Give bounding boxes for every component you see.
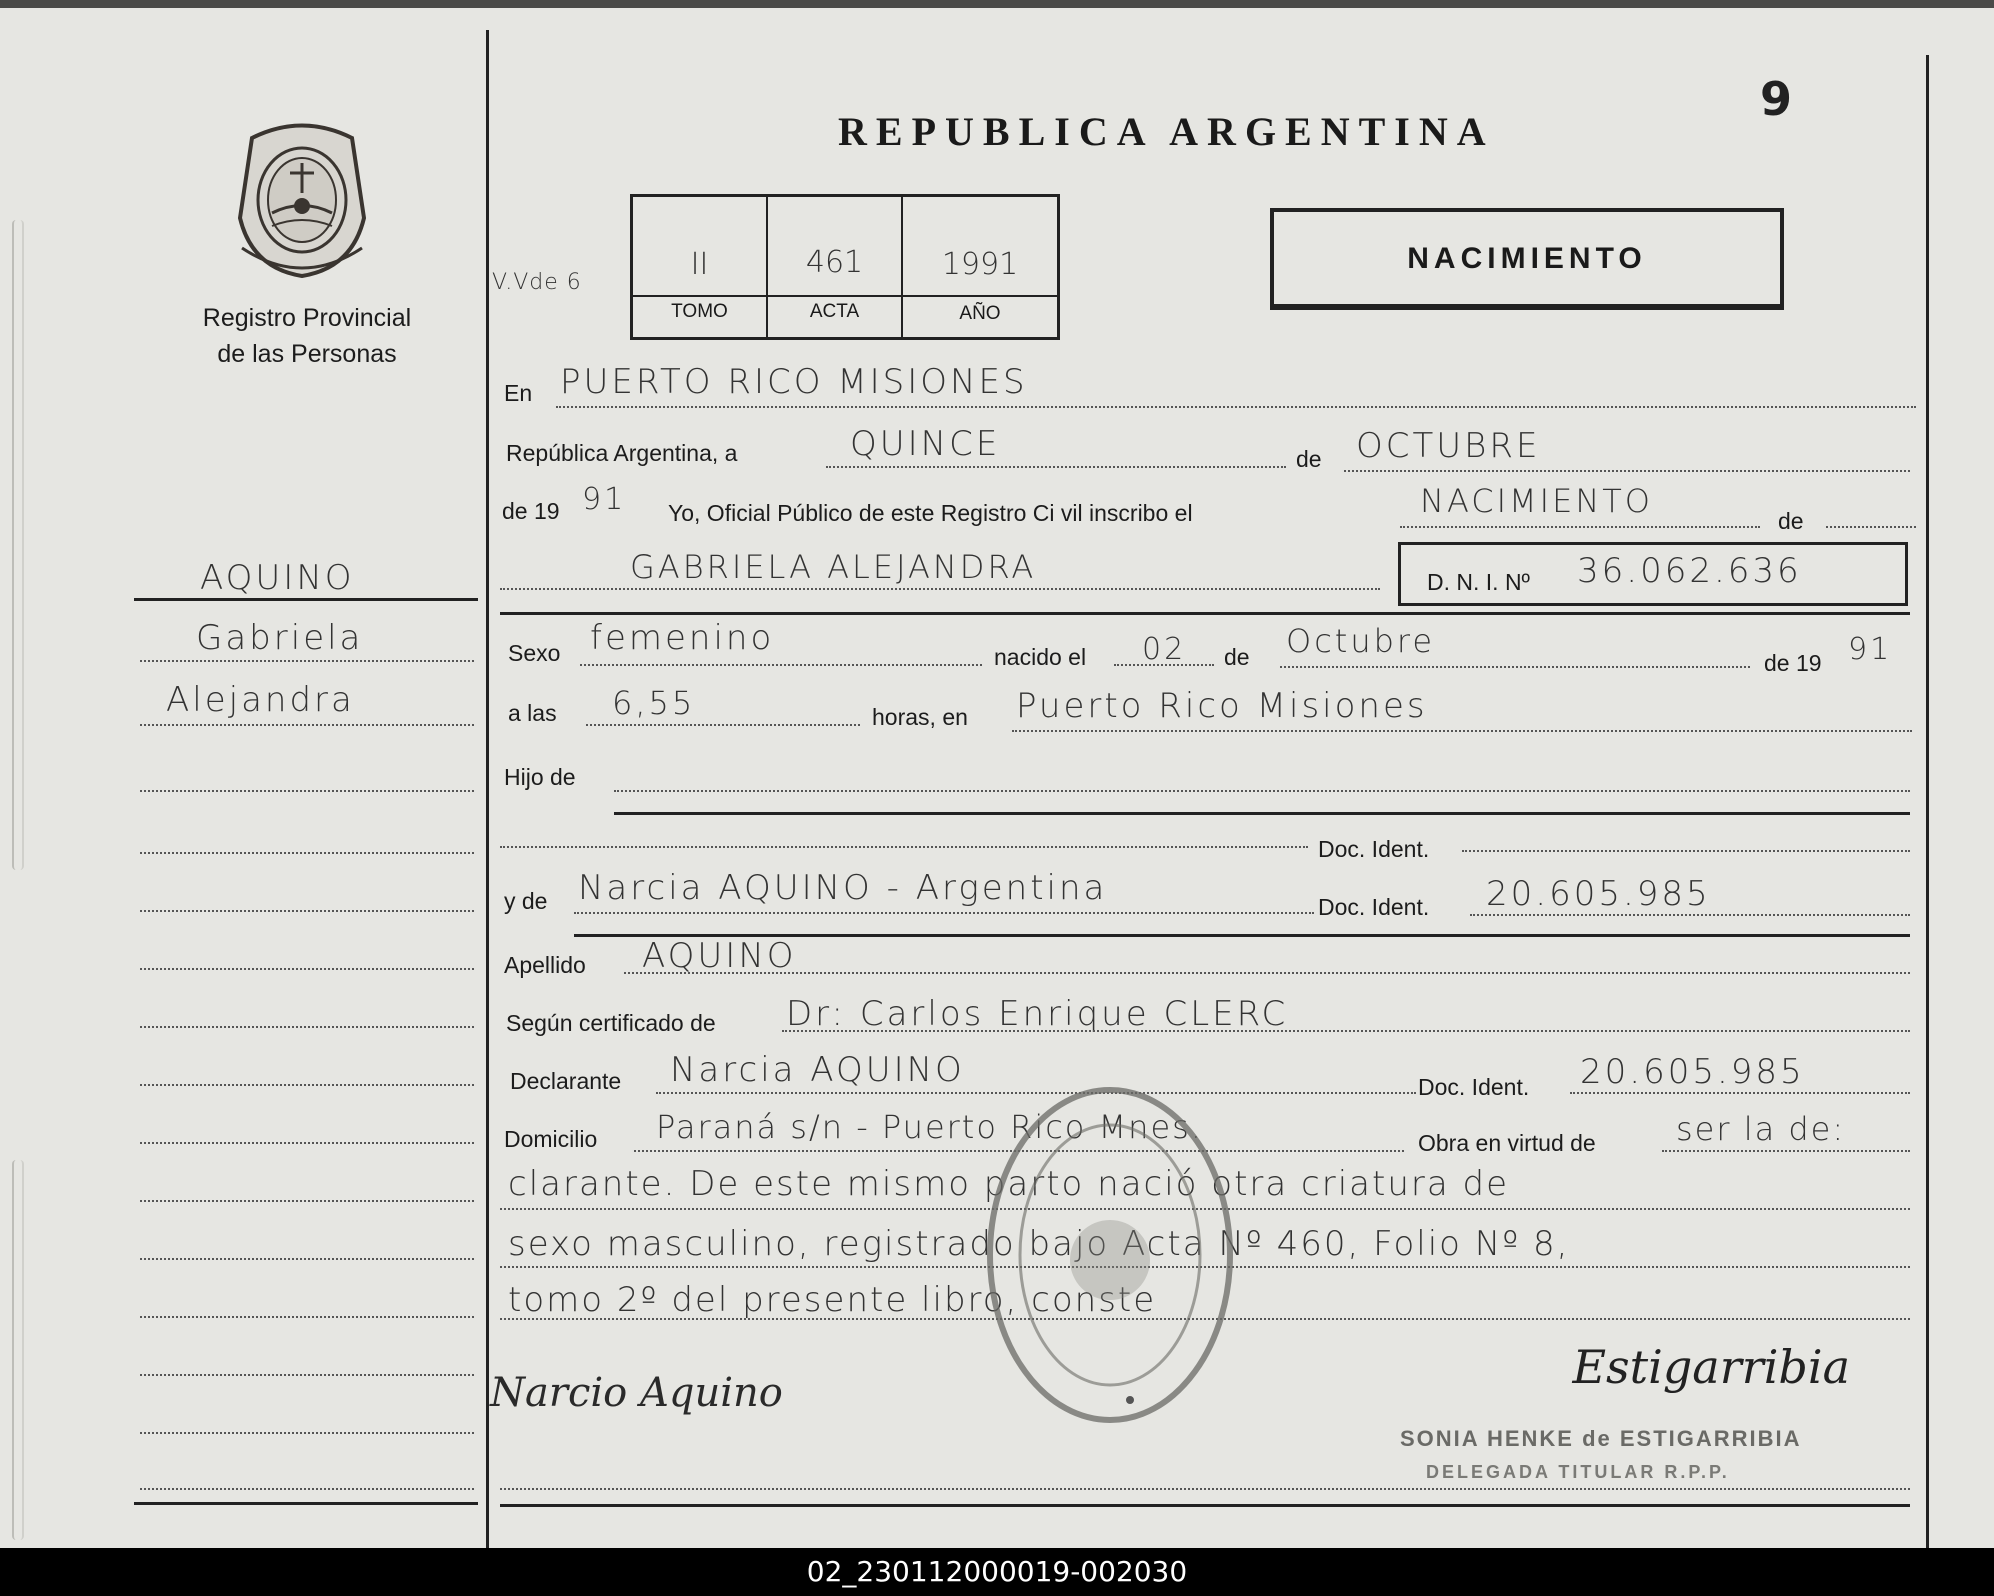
field-line — [1400, 526, 1760, 528]
day-words-value: QUINCE — [850, 424, 1001, 464]
y-de-label: y de — [504, 888, 548, 914]
margin-dotted-line — [140, 852, 474, 854]
field-line — [556, 406, 1916, 408]
margin-dotted-line — [140, 1084, 474, 1086]
field-line — [1114, 664, 1214, 666]
birth-year-suffix-value: 91 — [1848, 632, 1893, 667]
sexo-label: Sexo — [508, 640, 561, 666]
obra-label: Obra en virtud de — [1418, 1130, 1596, 1156]
margin-dotted-line — [140, 660, 474, 662]
record-type-box — [1270, 208, 1784, 310]
field-line — [624, 972, 1910, 974]
field-line — [1280, 666, 1750, 668]
a-las-label: a las — [508, 700, 557, 726]
certificado-value: Dr: Carlos Enrique CLERC — [786, 994, 1289, 1034]
margin-dotted-line — [140, 790, 474, 792]
field-line — [614, 790, 1910, 792]
birth-time-value: 6,55 — [612, 684, 696, 722]
top-edge — [0, 0, 1994, 8]
de-label: de — [1296, 446, 1322, 472]
obra-value: ser la de: — [1676, 1110, 1846, 1148]
place-value: PUERTO RICO MISIONES — [560, 362, 1028, 402]
nacido-label: nacido el — [994, 644, 1087, 670]
binding-fold — [12, 220, 24, 870]
image-caption: 02_230112000019-002030 — [0, 1548, 1994, 1596]
field-line — [586, 724, 860, 726]
margin-signature: Narcio Aquino — [490, 1370, 783, 1416]
section-rule — [500, 612, 1910, 615]
field-line — [1344, 470, 1910, 472]
margin-first-name: Gabriela — [196, 618, 364, 658]
official-name: SONIA HENKE de ESTIGARRIBIA — [1400, 1426, 1802, 1451]
field-line — [500, 1488, 1910, 1490]
mother-value: Narcia AQUINO - Argentina — [578, 868, 1108, 908]
declarante-label: Declarante — [510, 1068, 622, 1094]
de19-label: de 19 — [1764, 650, 1822, 676]
year-suffix-value: 91 — [582, 482, 627, 517]
field-line — [500, 588, 1380, 590]
section-rule — [614, 812, 1910, 815]
margin-dotted-line — [140, 1488, 474, 1490]
record-type: NACIMIENTO — [1407, 242, 1647, 275]
field-line — [1462, 850, 1910, 852]
page-right-border — [1926, 55, 1929, 1548]
margin-rule — [134, 1502, 478, 1505]
margin-middle-name: Alejandra — [166, 680, 355, 720]
binding-fold — [12, 1160, 24, 1540]
year-prefix-label: de 19 — [502, 498, 560, 524]
province-seal-icon — [232, 118, 372, 278]
certificado-label: Según certificado de — [506, 1010, 716, 1036]
official-title: DELEGADA TITULAR R.P.P. — [1426, 1462, 1730, 1482]
field-line — [1826, 526, 1916, 528]
acta-label: ACTA — [809, 301, 860, 322]
note-line-3: tomo 2º del presente libro, conste — [508, 1280, 1157, 1320]
birth-month-value: Octubre — [1286, 622, 1436, 660]
margin-dotted-line — [140, 1316, 474, 1318]
field-line — [826, 466, 1286, 468]
field-line — [782, 1030, 1910, 1032]
dni-value: 36.062.636 — [1577, 551, 1802, 591]
anio-label: AÑO — [959, 303, 1001, 324]
registry-name-line2: de las Personas — [217, 340, 397, 368]
page-number: 9 — [1760, 72, 1796, 126]
field-line — [1012, 730, 1912, 732]
doc-ident-label: Doc. Ident. — [1318, 894, 1430, 920]
field-line — [1662, 1150, 1910, 1152]
note-line-2: sexo masculino, registrado bajo Acta Nº 460, Folio Nº 8, — [508, 1224, 1570, 1264]
column-divider — [486, 30, 489, 1548]
declarante-value: Narcia AQUINO — [670, 1050, 965, 1090]
margin-dotted-line — [140, 1432, 474, 1434]
margin-dotted-line — [140, 1200, 474, 1202]
record-table — [630, 194, 1060, 340]
en-label: En — [504, 380, 533, 406]
dni-box — [1398, 542, 1908, 606]
margin-dotted-line — [140, 1142, 474, 1144]
hijo-label: Hijo de — [504, 764, 576, 790]
birth-place-value: Puerto Rico Misiones — [1016, 686, 1428, 726]
mother-doc-value: 20.605.985 — [1486, 874, 1711, 914]
republica-label: República Argentina, a — [506, 440, 738, 466]
apellido-label: Apellido — [504, 952, 586, 978]
horas-label: horas, en — [872, 704, 968, 730]
doc-ident-label: Doc. Ident. — [1418, 1074, 1530, 1100]
domicilio-value: Paraná s/n - Puerto Rico Mnes. — [656, 1108, 1203, 1146]
margin-dotted-line — [140, 1258, 474, 1260]
doc-ident-label: Doc. Ident. — [1318, 836, 1430, 862]
margin-dotted-line — [140, 1026, 474, 1028]
margin-surname: AQUINO — [200, 558, 355, 598]
official-signature: Estigarribia — [1572, 1340, 1850, 1394]
inscribe-type-value: NACIMIENTO — [1420, 482, 1653, 520]
dni-label: D. N. I. Nº — [1427, 569, 1530, 595]
apellido-value: AQUINO — [642, 936, 797, 976]
acta-value: 461 — [805, 245, 864, 280]
de-label: de — [1778, 508, 1804, 534]
field-line — [500, 846, 1308, 848]
month-value: OCTUBRE — [1356, 426, 1541, 466]
declarante-doc-value: 20.605.985 — [1580, 1052, 1805, 1092]
field-line — [580, 664, 982, 666]
tomo-label: TOMO — [671, 301, 728, 322]
field-line — [574, 912, 1314, 914]
margin-dotted-line — [140, 968, 474, 970]
birth-day-value: 02 — [1142, 632, 1187, 667]
child-name-value: GABRIELA ALEJANDRA — [630, 548, 1037, 586]
anio-value: 1991 — [941, 247, 1019, 282]
de-label: de — [1224, 644, 1250, 670]
margin-rule — [134, 598, 478, 601]
margin-dotted-line — [140, 1374, 474, 1376]
margin-dotted-line — [140, 724, 474, 726]
margin-dotted-line — [140, 910, 474, 912]
domicilio-label: Domicilio — [504, 1126, 598, 1152]
field-line — [1570, 1092, 1910, 1094]
sexo-value: femenino — [590, 618, 775, 658]
page-title: REPUBLICA ARGENTINA — [838, 109, 1495, 154]
registry-name-line1: Registro Provincial — [202, 304, 412, 332]
tomo-value: II — [690, 247, 709, 282]
note-line-1: clarante. De este mismo parto nació otra criatura de — [508, 1164, 1509, 1204]
section-rule — [500, 1504, 1910, 1507]
official-stamp-icon — [980, 1080, 1240, 1430]
margin-note: V.Vde 6 — [492, 270, 582, 295]
field-line — [1470, 914, 1910, 916]
oficial-text: Yo, Oficial Público de este Registro Ci vil inscribo el — [668, 500, 1193, 526]
